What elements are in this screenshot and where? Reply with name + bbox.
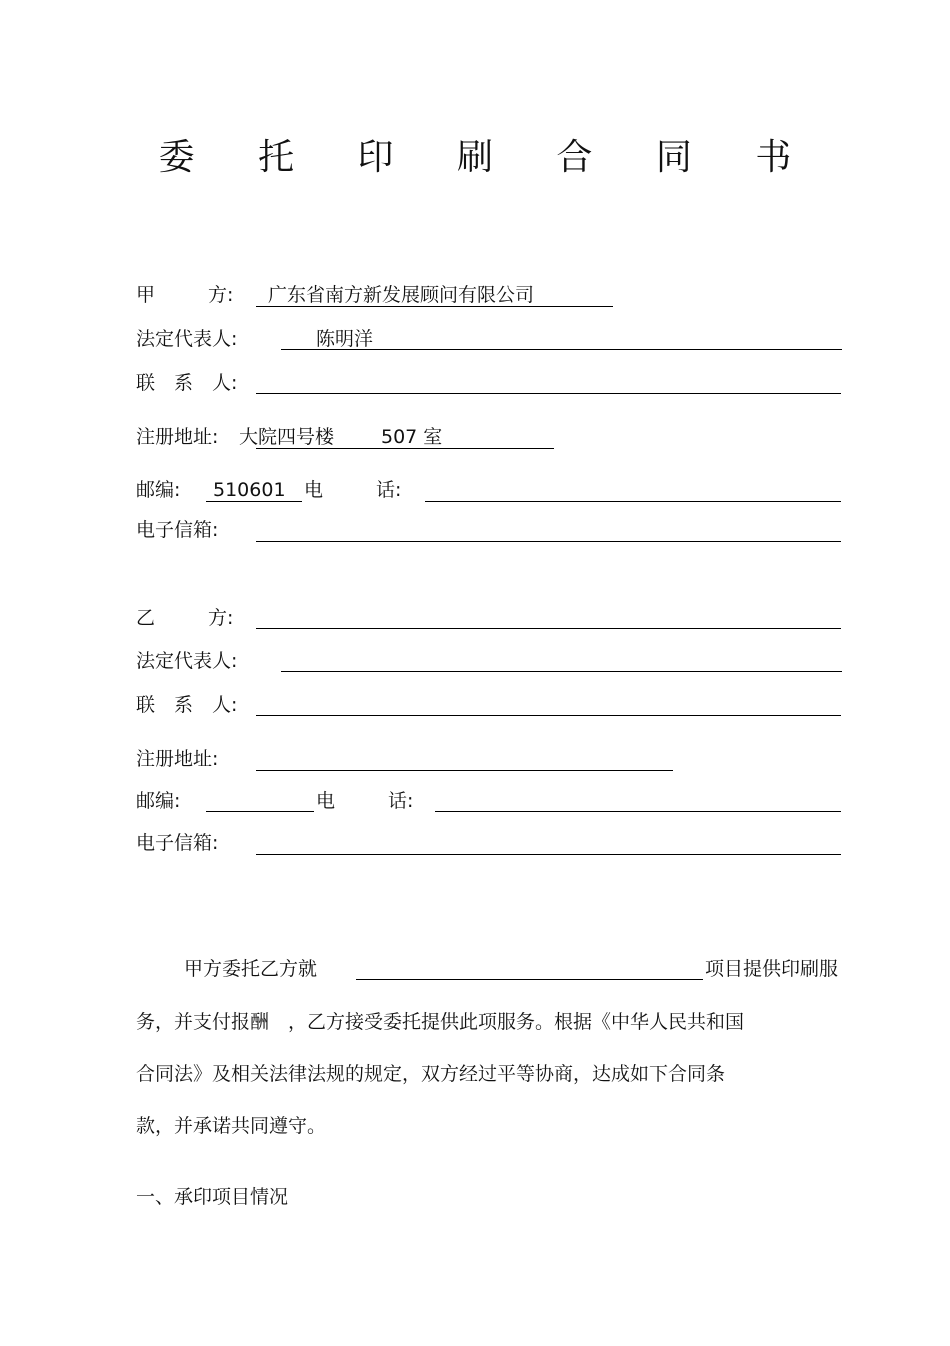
party-a-email-underline xyxy=(256,541,841,542)
party-a-name-underline xyxy=(256,306,613,307)
party-b-rep-label: 法定代表人: xyxy=(136,650,238,672)
party-a-contact-label: 联 系 人: xyxy=(136,372,238,394)
party-a-address-room: 507 室 xyxy=(381,426,443,448)
party-a-phone-label: 电 xyxy=(304,479,324,501)
party-a-address-label: 注册地址: xyxy=(136,426,219,448)
party-a-phone-underline xyxy=(425,501,841,502)
party-a-phone-label-suffix: 话: xyxy=(376,479,402,501)
party-b-postcode-underline xyxy=(206,811,314,812)
preamble-line-3: 合同法》及相关法律法规的规定，双方经过平等协商，达成如下合同条 xyxy=(136,1063,726,1085)
party-a-rep-value: 陈明洋 xyxy=(316,328,374,350)
party-b-contact-label: 联 系 人: xyxy=(136,694,238,716)
section-heading-1: 一、承印项目情况 xyxy=(136,1186,289,1208)
project-name-underline xyxy=(356,979,703,980)
party-a-address-underline xyxy=(256,448,554,449)
party-b-rep-underline xyxy=(281,671,842,672)
party-b-phone-label: 电 xyxy=(316,790,336,812)
party-b-address-label: 注册地址: xyxy=(136,748,219,770)
preamble-line-2: 务，并支付报酬 ，乙方接受委托提供此项服务。根据《中华人民共和国 xyxy=(136,1011,745,1033)
party-b-email-underline xyxy=(256,854,841,855)
party-a-label-suffix: 方: xyxy=(208,284,234,306)
party-a-address-value: 大院四号楼 xyxy=(239,426,335,448)
party-b-address-underline xyxy=(256,770,673,771)
party-b-phone-label-suffix: 话: xyxy=(388,790,414,812)
party-a-rep-label: 法定代表人: xyxy=(136,328,238,350)
preamble-line-1-start: 甲方委托乙方就 xyxy=(184,958,318,980)
party-a-rep-underline xyxy=(281,349,842,350)
party-a-postcode-label: 邮编: xyxy=(136,479,181,501)
party-a-postcode-value: 510601 xyxy=(213,479,286,501)
party-b-postcode-label: 邮编: xyxy=(136,790,181,812)
party-a-label: 甲 xyxy=(136,284,156,306)
party-b-contact-underline xyxy=(256,715,841,716)
party-b-name-underline xyxy=(256,628,841,629)
party-b-label: 乙 xyxy=(136,607,156,629)
party-b-email-label: 电子信箱: xyxy=(136,832,219,854)
preamble-line-4: 款，并承诺共同遵守。 xyxy=(136,1115,327,1137)
party-b-label-suffix: 方: xyxy=(208,607,234,629)
preamble-line-1-end: 项目提供印刷服 xyxy=(705,958,839,980)
party-a-contact-underline xyxy=(256,393,841,394)
party-b-phone-underline xyxy=(435,811,841,812)
party-a-postcode-underline xyxy=(206,501,302,502)
party-a-email-label: 电子信箱: xyxy=(136,519,219,541)
document-title: 委 托 印 刷 合 同 书 xyxy=(158,137,818,178)
party-a-name-value: 广东省南方新发展顾问有限公司 xyxy=(268,284,535,306)
